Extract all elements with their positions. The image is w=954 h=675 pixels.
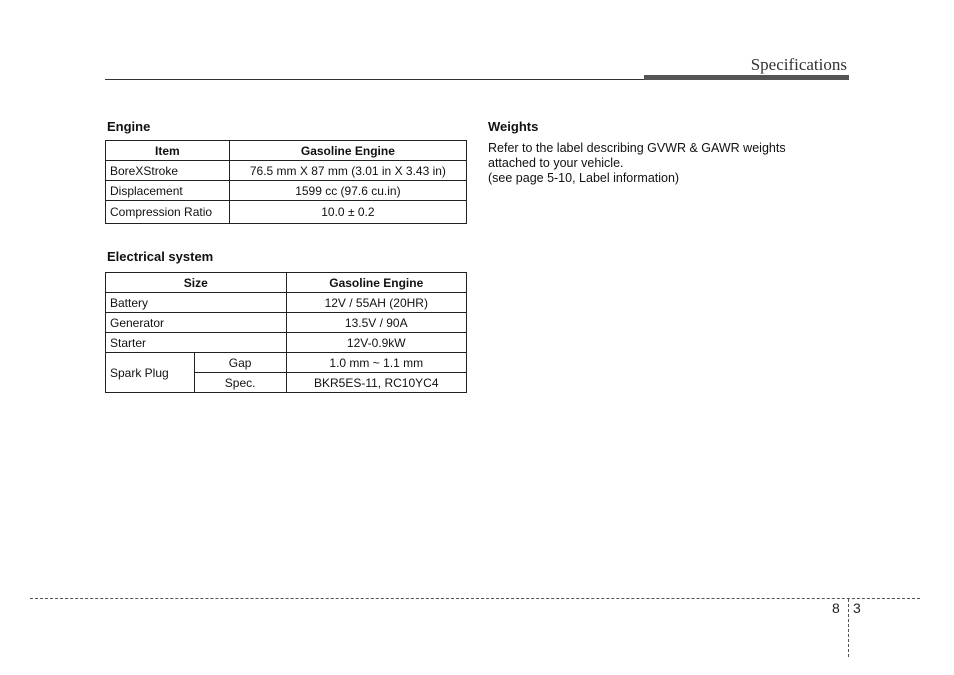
table-row [106,353,467,373]
column-header-gasoline-engine: Gasoline Engine [229,141,466,161]
weights-section-title: Weights [488,119,539,134]
spark-plug-label: Spark Plug [106,353,195,393]
row-value: 76.5 mm X 87 mm (3.01 in X 3.43 in) [229,161,466,181]
page-number: 3 [853,600,861,616]
weights-line: attached to your vehicle. [488,156,624,170]
row-value: 13.5V / 90A [286,313,466,333]
row-value: 10.0 ± 0.2 [229,201,466,224]
column-header-size: Size [106,273,287,293]
sub-row-label: Gap [194,353,286,373]
table-row [106,293,467,313]
row-value: 1599 cc (97.6 cu.in) [229,181,466,201]
chapter-number: 8 [832,600,840,616]
engine-section-title: Engine [107,119,151,134]
row-label: Generator [106,313,287,333]
row-value: 12V-0.9kW [286,333,466,353]
row-label: Compression Ratio [106,201,230,224]
row-label: Displacement [106,181,230,201]
column-header-item: Item [106,141,230,161]
table-header-row [106,141,467,161]
row-label: BoreXStroke [106,161,230,181]
column-header-gasoline-engine: Gasoline Engine [286,273,466,293]
table-row [106,313,467,333]
footer-dashed-rule [30,598,920,599]
header-accent-bar [644,75,849,80]
table-row [106,181,467,201]
sub-row-label: Spec. [194,373,286,393]
page-header-title: Specifications [750,55,847,74]
header-rule [105,79,645,80]
table-header-row [106,273,467,293]
row-value: 1.0 mm ~ 1.1 mm [286,353,466,373]
engine-spec-table [105,140,467,224]
row-label: Starter [106,333,287,353]
row-value: BKR5ES-11, RC10YC4 [286,373,466,393]
electrical-section-title: Electrical system [107,249,214,264]
weights-line: Refer to the label describing GVWR & GAWR weights [488,141,786,155]
weights-line: (see page 5-10, Label information) [488,171,680,185]
row-value: 12V / 55AH (20HR) [286,293,466,313]
electrical-spec-table [105,272,467,393]
table-row [106,201,467,224]
weights-paragraph [488,141,818,186]
table-row [106,333,467,353]
footer-vertical-divider [848,599,849,657]
table-row [106,161,467,181]
row-label: Battery [106,293,287,313]
